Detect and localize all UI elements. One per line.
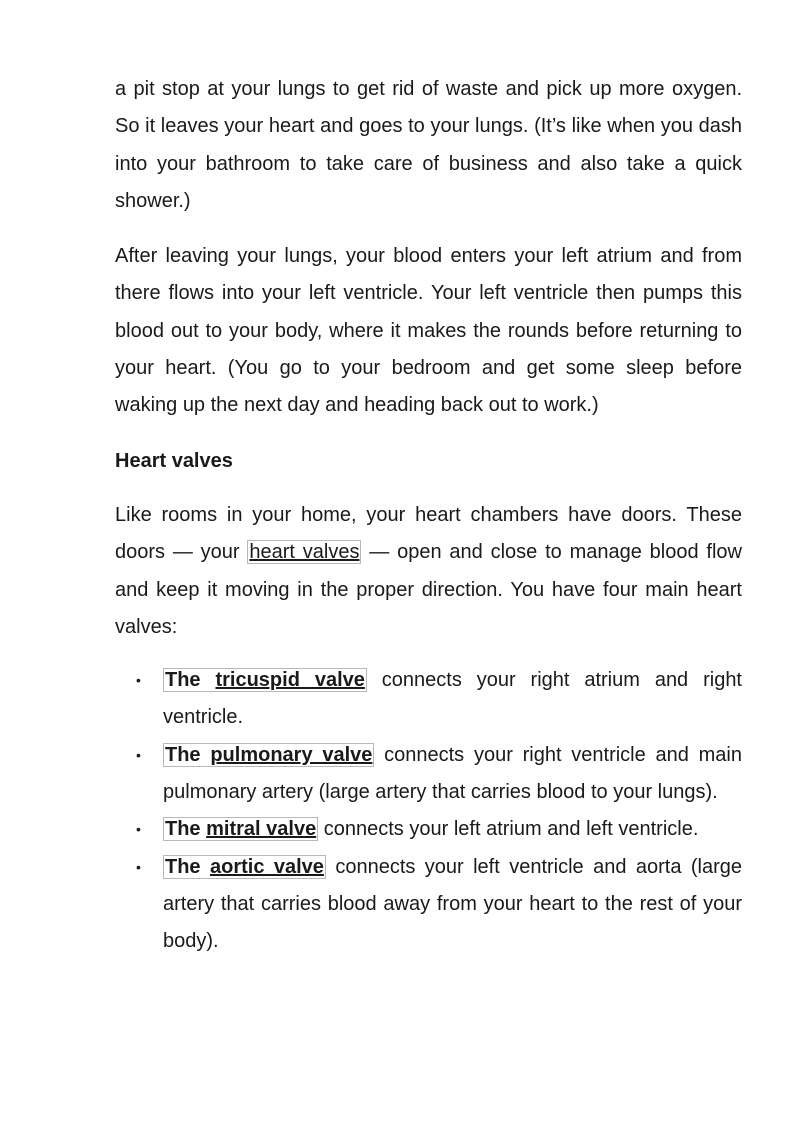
paragraph-left-side: After leaving your lungs, your blood enters your left atrium and from there flows into your left ventricle. Your left ventricle then pumps this blood out to your body, where it makes the rounds before returning to your heart. (You go to your bedroom and get some sleep before waking up the next day and heading back out to work.) xyxy=(115,245,742,417)
list-item xyxy=(115,811,742,848)
tricuspid-valve-link[interactable]: tricuspid valve xyxy=(215,669,365,692)
bullet-icon: • xyxy=(136,821,141,838)
valve-list xyxy=(115,662,742,960)
list-item xyxy=(115,737,742,812)
mitral-valve-link[interactable]: mitral valve xyxy=(206,818,317,841)
heart-valves-link[interactable]: heart valves xyxy=(249,541,360,564)
document-page xyxy=(115,71,742,961)
section-heading: Heart valves xyxy=(115,449,233,472)
aortic-valve-term: The aortic valve xyxy=(165,855,324,878)
bullet-icon: • xyxy=(136,672,141,689)
paragraph-text-before: Like rooms in your home, your heart chambers have doors. These doors — your xyxy=(115,503,742,564)
paragraph-lungs: a pit stop at your lungs to get rid of waste and pick up more oxygen. So it leaves your heart and goes to your lungs. (It’s like when you dash into your bathroom to take care of business and also take a quick shower.) xyxy=(115,78,742,212)
aortic-valve-link[interactable]: aortic valve xyxy=(209,855,324,878)
mitral-valve-term: The mitral valve xyxy=(165,818,317,841)
tricuspid-valve-term: The tricuspid valve xyxy=(165,669,365,692)
list-item xyxy=(115,662,742,737)
pulmonary-valve-link[interactable]: pulmonary valve xyxy=(210,743,373,766)
paragraph-heart-valves xyxy=(115,497,742,646)
pulmonary-valve-term: The pulmonary valve xyxy=(165,743,373,766)
bullet-icon: • xyxy=(136,858,141,875)
valve-description: connects your right ventricle and main pulmonary artery (large artery that carries blood to your lungs). xyxy=(163,743,742,804)
valve-description: connects your right atrium and right ventricle. xyxy=(163,669,742,729)
valve-description: connects your left ventricle and aorta (large artery that carries blood away from your heart to the rest of your body). xyxy=(163,855,743,953)
bullet-icon: • xyxy=(136,746,141,763)
valve-description: connects your left atrium and left ventricle. xyxy=(318,818,699,841)
paragraph-text-after: — open and close to manage blood flow and keep it moving in the proper direction. You have four main heart valves: xyxy=(115,541,742,638)
list-item xyxy=(115,849,742,961)
